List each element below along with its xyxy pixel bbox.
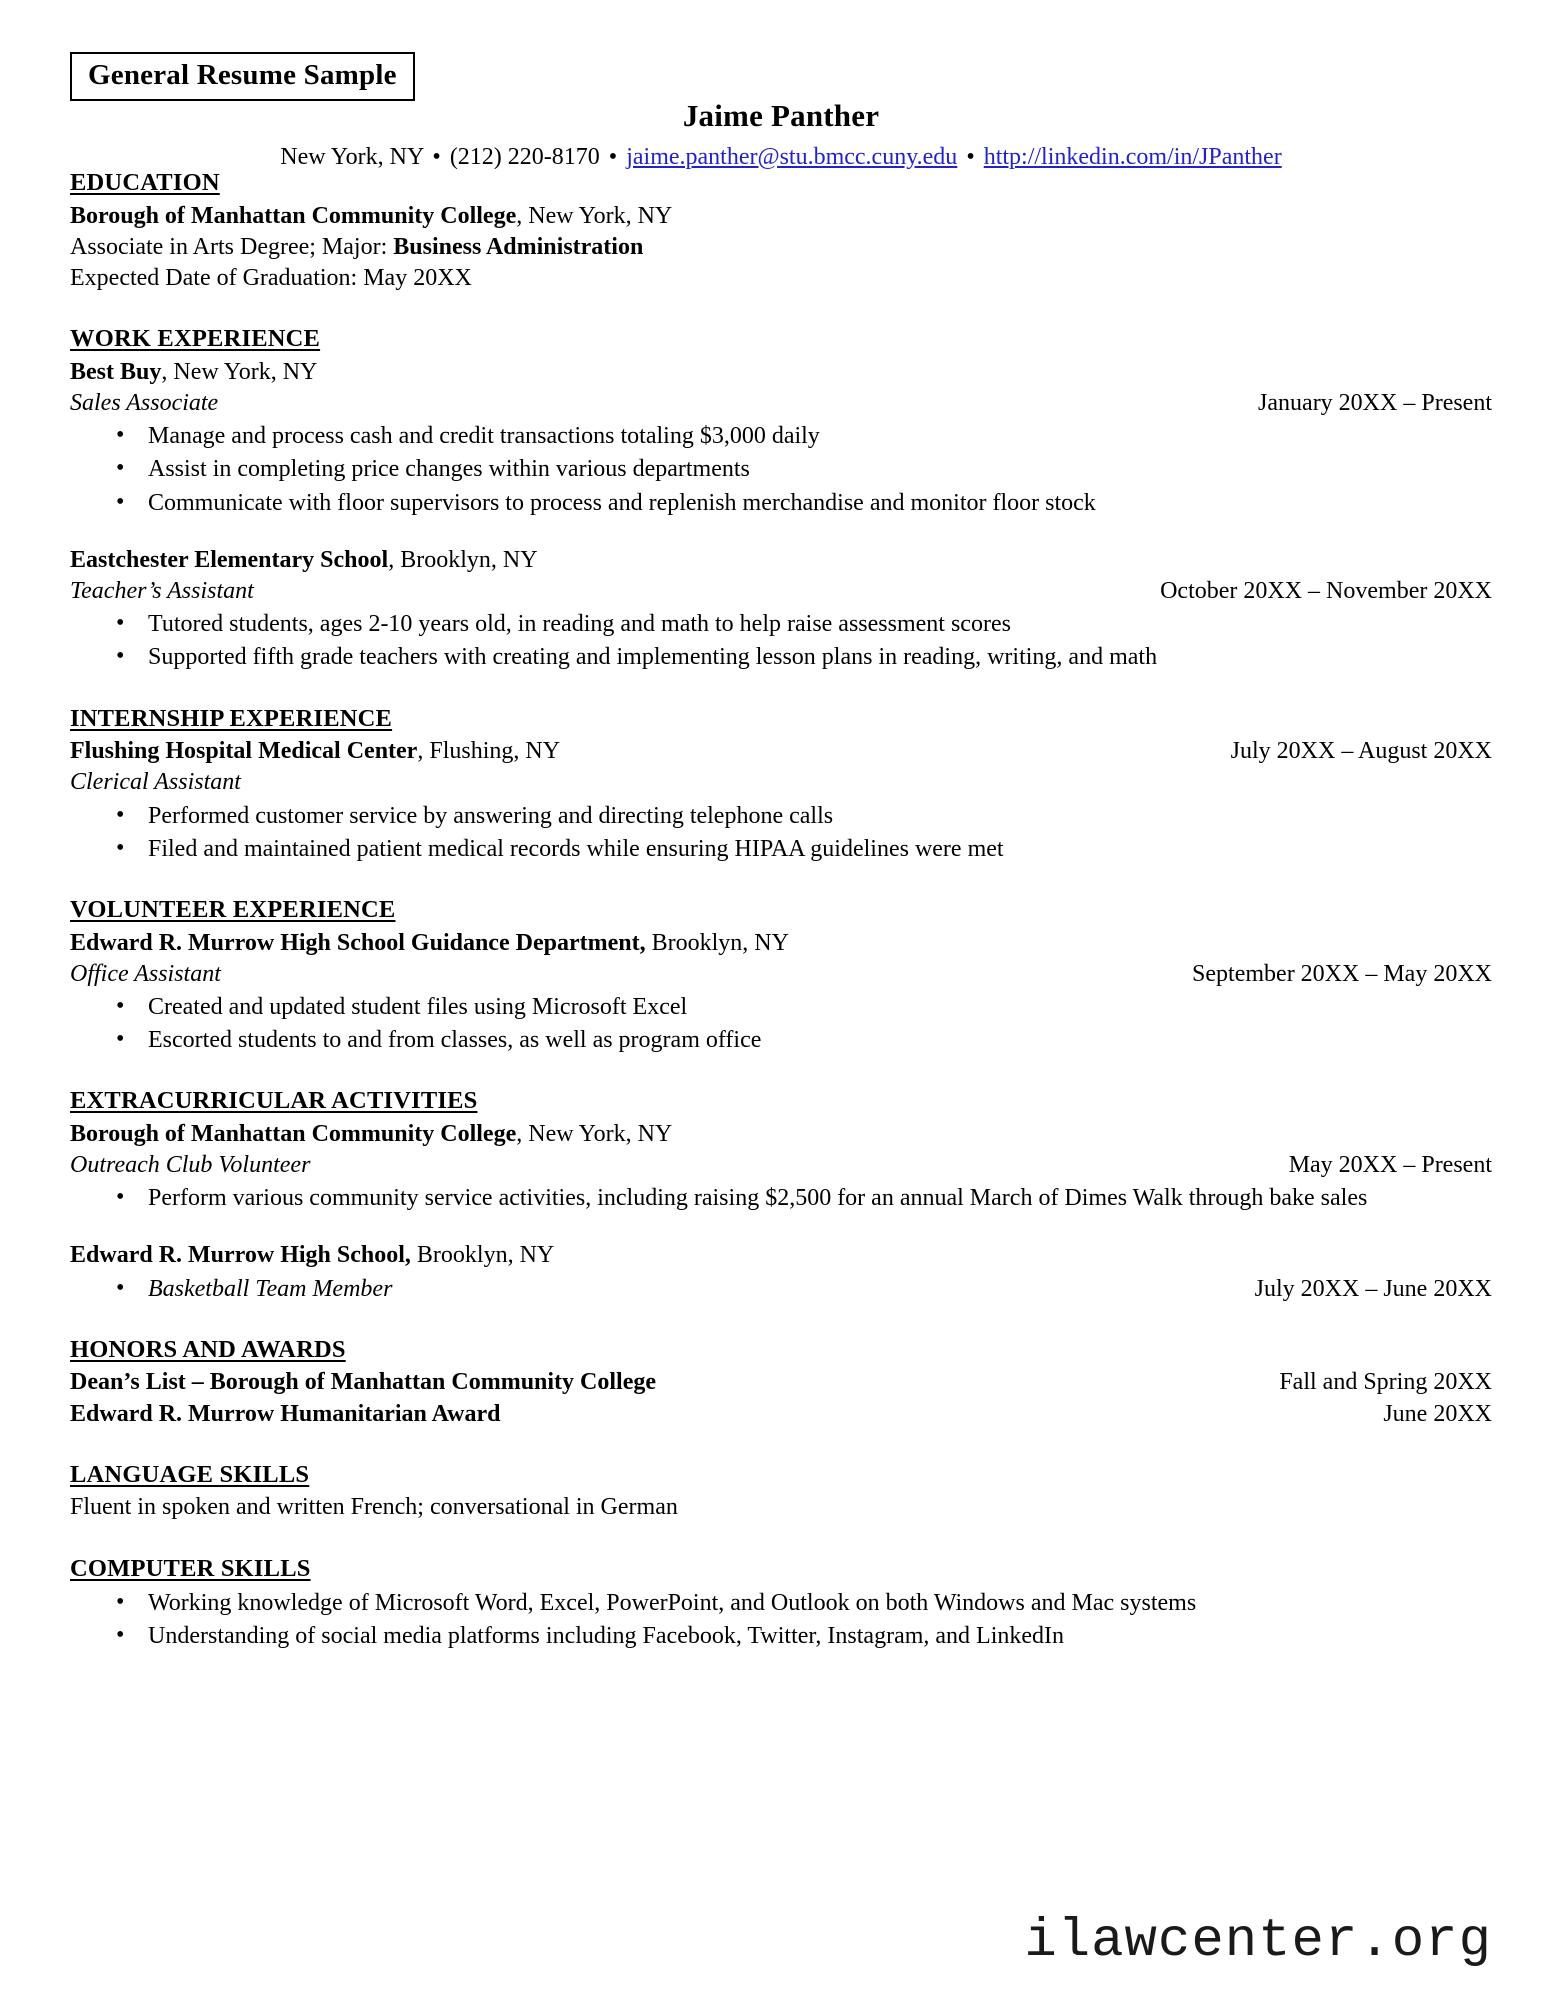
internship-entry-org-row [70, 736, 1492, 767]
award-row [70, 1399, 1492, 1430]
volunteer-entry-bullet-list [70, 992, 1492, 1056]
candidate-name: Jaime Panther [682, 98, 880, 133]
extracurricular-entry-role-row [70, 1150, 1492, 1181]
section-heading-language-skills: LANGUAGE SKILLS [70, 1460, 310, 1488]
list-item [70, 1183, 1492, 1214]
list-item [70, 454, 1492, 485]
award-title: Dean’s List – Borough of Manhattan Community College [70, 1369, 657, 1396]
bullet-text: • Basketball Team Member [148, 1275, 393, 1302]
volunteer-entry-org-location: Brooklyn, NY [645, 929, 789, 956]
bullet-text: Perform various community service activities, including raising $2,500 for an annual March of Dimes Walk through bake sales [148, 1185, 1368, 1212]
work-entry-org-name: Best Buy [70, 358, 162, 385]
bullet-text: Filed and maintained patient medical records while ensuring HIPAA guidelines were met [148, 835, 1004, 862]
extracurricular-entry-org-line [70, 1240, 1492, 1271]
bullet-row [148, 1274, 1492, 1305]
internship-entry-org-location: , Flushing, NY [417, 738, 561, 765]
section-volunteer-experience [70, 895, 1492, 1056]
volunteer-entry-org-line [70, 928, 1492, 959]
extracurricular-entry-date: May 20XX – Present [1288, 1152, 1492, 1179]
section-heading-honors: HONORS AND AWARDS [70, 1335, 346, 1363]
work-entry-bullet-list [70, 421, 1492, 519]
section-work-experience [70, 324, 1492, 673]
work-entry-role-title: Sales Associate [70, 390, 219, 416]
bullet-text: Working knowledge of Microsoft Word, Excel, PowerPoint, and Outlook on both Windows and Mac systems [148, 1590, 1197, 1617]
work-entry-org-location: , Brooklyn, NY [388, 546, 538, 573]
bullet-text: Created and updated student files using Microsoft Excel [148, 993, 688, 1020]
list-item [70, 834, 1492, 865]
internship-entry-bullet-list [70, 801, 1492, 865]
work-entry-org-location: , New York, NY [161, 358, 318, 385]
section-heading-education: EDUCATION [70, 169, 220, 196]
work-entry-date: October 20XX – November 20XX [1160, 577, 1492, 604]
bullet-text: Escorted students to and from classes, as well as program office [148, 1027, 762, 1054]
section-computer-skills [70, 1554, 1492, 1653]
section-heading-internship-experience: INTERNSHIP EXPERIENCE [70, 704, 393, 732]
work-entry-role-row [70, 388, 1492, 419]
extracurricular-entry-org-name: Edward R. Murrow High School, [70, 1242, 411, 1269]
education-school-line [70, 201, 1492, 232]
contact-linkedin-link[interactable]: http://linkedin.com/in/JPanther [983, 143, 1282, 170]
bullet-text: Understanding of social media platforms including Facebook, Twitter, Instagram, and LinkedIn [148, 1623, 1065, 1650]
section-education [70, 168, 1492, 294]
extracurricular-entry-org-location: Brooklyn, NY [410, 1242, 555, 1269]
award-date: June 20XX [1383, 1400, 1492, 1427]
list-item [70, 421, 1492, 452]
work-entry-date: January 20XX – Present [1258, 390, 1492, 416]
site-watermark: ilawcenter.org [1024, 1911, 1492, 1972]
section-heading-volunteer-experience: VOLUNTEER EXPERIENCE [70, 895, 396, 923]
document-type-tag: General Resume Sample [70, 52, 415, 101]
section-honors-and-awards [70, 1335, 1492, 1430]
contact-phone: (212) 220-8170 [449, 143, 600, 170]
volunteer-entry-org-name: Edward R. Murrow High School Guidance Department, [70, 929, 646, 956]
section-heading-computer-skills: COMPUTER SKILLS [70, 1554, 311, 1582]
extracurricular-entry-org-line [70, 1119, 1492, 1150]
section-heading-extracurricular: EXTRACURRICULAR ACTIVITIES [70, 1087, 478, 1115]
document-header [70, 52, 1492, 170]
contact-separator-3: • [966, 143, 975, 170]
language-skills-text: Fluent in spoken and written French; conversational in German [70, 1494, 678, 1521]
list-item [70, 609, 1492, 640]
contact-email-link[interactable]: jaime.panther@stu.bmcc.cuny.edu [626, 143, 958, 170]
bullet-text: Performed customer service by answering and directing telephone calls [148, 802, 834, 829]
computer-skills-bullet-list [70, 1588, 1492, 1652]
section-extracurricular-activities [70, 1086, 1492, 1305]
work-entry-role-row [70, 576, 1492, 607]
contact-location: New York, NY [280, 143, 424, 170]
contact-separator-2: • [608, 143, 618, 170]
work-entry-org-name: Eastchester Elementary School [70, 546, 389, 573]
candidate-header [70, 98, 1492, 173]
list-item [70, 1588, 1492, 1619]
extracurricular-entry-bullet-list [70, 1183, 1492, 1214]
volunteer-entry-date: September 20XX – May 20XX [1192, 960, 1492, 987]
award-row [70, 1367, 1492, 1398]
list-item [70, 1274, 1492, 1305]
education-school-location: , New York, NY [516, 202, 673, 229]
work-entry-eastchester [70, 545, 1492, 674]
extracurricular-entry-org-name: Borough of Manhattan Community College [70, 1120, 517, 1147]
extracurricular-entry-bmcc [70, 1119, 1492, 1215]
list-item [70, 801, 1492, 832]
contact-separator-1: • [432, 143, 441, 170]
education-degree-line [70, 232, 1492, 263]
work-entry-bullet-list [70, 609, 1492, 673]
list-item [70, 488, 1492, 519]
section-internship-experience [70, 704, 1492, 865]
volunteer-entry-role-row [70, 959, 1492, 990]
award-date: Fall and Spring 20XX [1279, 1369, 1492, 1396]
bullet-text: Assist in completing price changes within various departments [148, 456, 750, 483]
section-heading-work-experience: WORK EXPERIENCE [70, 325, 321, 353]
work-entry-role-title: Teacher’s Assistant [70, 577, 254, 604]
extracurricular-entry-role-title: Outreach Club Volunteer [70, 1152, 311, 1179]
bullet-text: Supported fifth grade teachers with creating and implementing lesson plans in reading, writing, and math [148, 644, 1158, 671]
bullet-date: July 20XX – June 20XX [1254, 1275, 1492, 1302]
work-entry-org-line [70, 545, 1492, 576]
education-degree-major: Business Administration [393, 233, 644, 260]
extracurricular-entry-bullet-list [70, 1274, 1492, 1305]
internship-entry-org-line [70, 736, 560, 767]
list-item [70, 992, 1492, 1023]
work-entry-best-buy [70, 357, 1492, 519]
internship-entry-role-title: Clerical Assistant [70, 769, 241, 796]
work-entry-org-line [70, 357, 1492, 388]
list-item [70, 1621, 1492, 1652]
list-item [70, 642, 1492, 673]
education-graduation-line: Expected Date of Graduation: May 20XX [70, 265, 472, 291]
extracurricular-entry-org-location: , New York, NY [516, 1120, 673, 1147]
internship-entry-org-name: Flushing Hospital Medical Center [70, 738, 418, 765]
extracurricular-entry-murrow [70, 1240, 1492, 1304]
volunteer-entry-role-title: Office Assistant [70, 960, 221, 987]
bullet-text: Tutored students, ages 2-10 years old, in reading and math to help raise assessment scores [148, 611, 1011, 638]
award-title: Edward R. Murrow Humanitarian Award [70, 1400, 501, 1427]
education-degree-prefix: Associate in Arts Degree; Major: [70, 233, 394, 260]
section-language-skills [70, 1460, 1492, 1524]
internship-entry-date: July 20XX – August 20XX [1230, 738, 1492, 765]
bullet-text: Manage and process cash and credit transactions totaling $3,000 daily [148, 423, 820, 450]
education-school-name: Borough of Manhattan Community College [70, 202, 517, 229]
bullet-text: Communicate with floor supervisors to process and replenish merchandise and monitor floor stock [148, 489, 1096, 516]
list-item [70, 1025, 1492, 1056]
